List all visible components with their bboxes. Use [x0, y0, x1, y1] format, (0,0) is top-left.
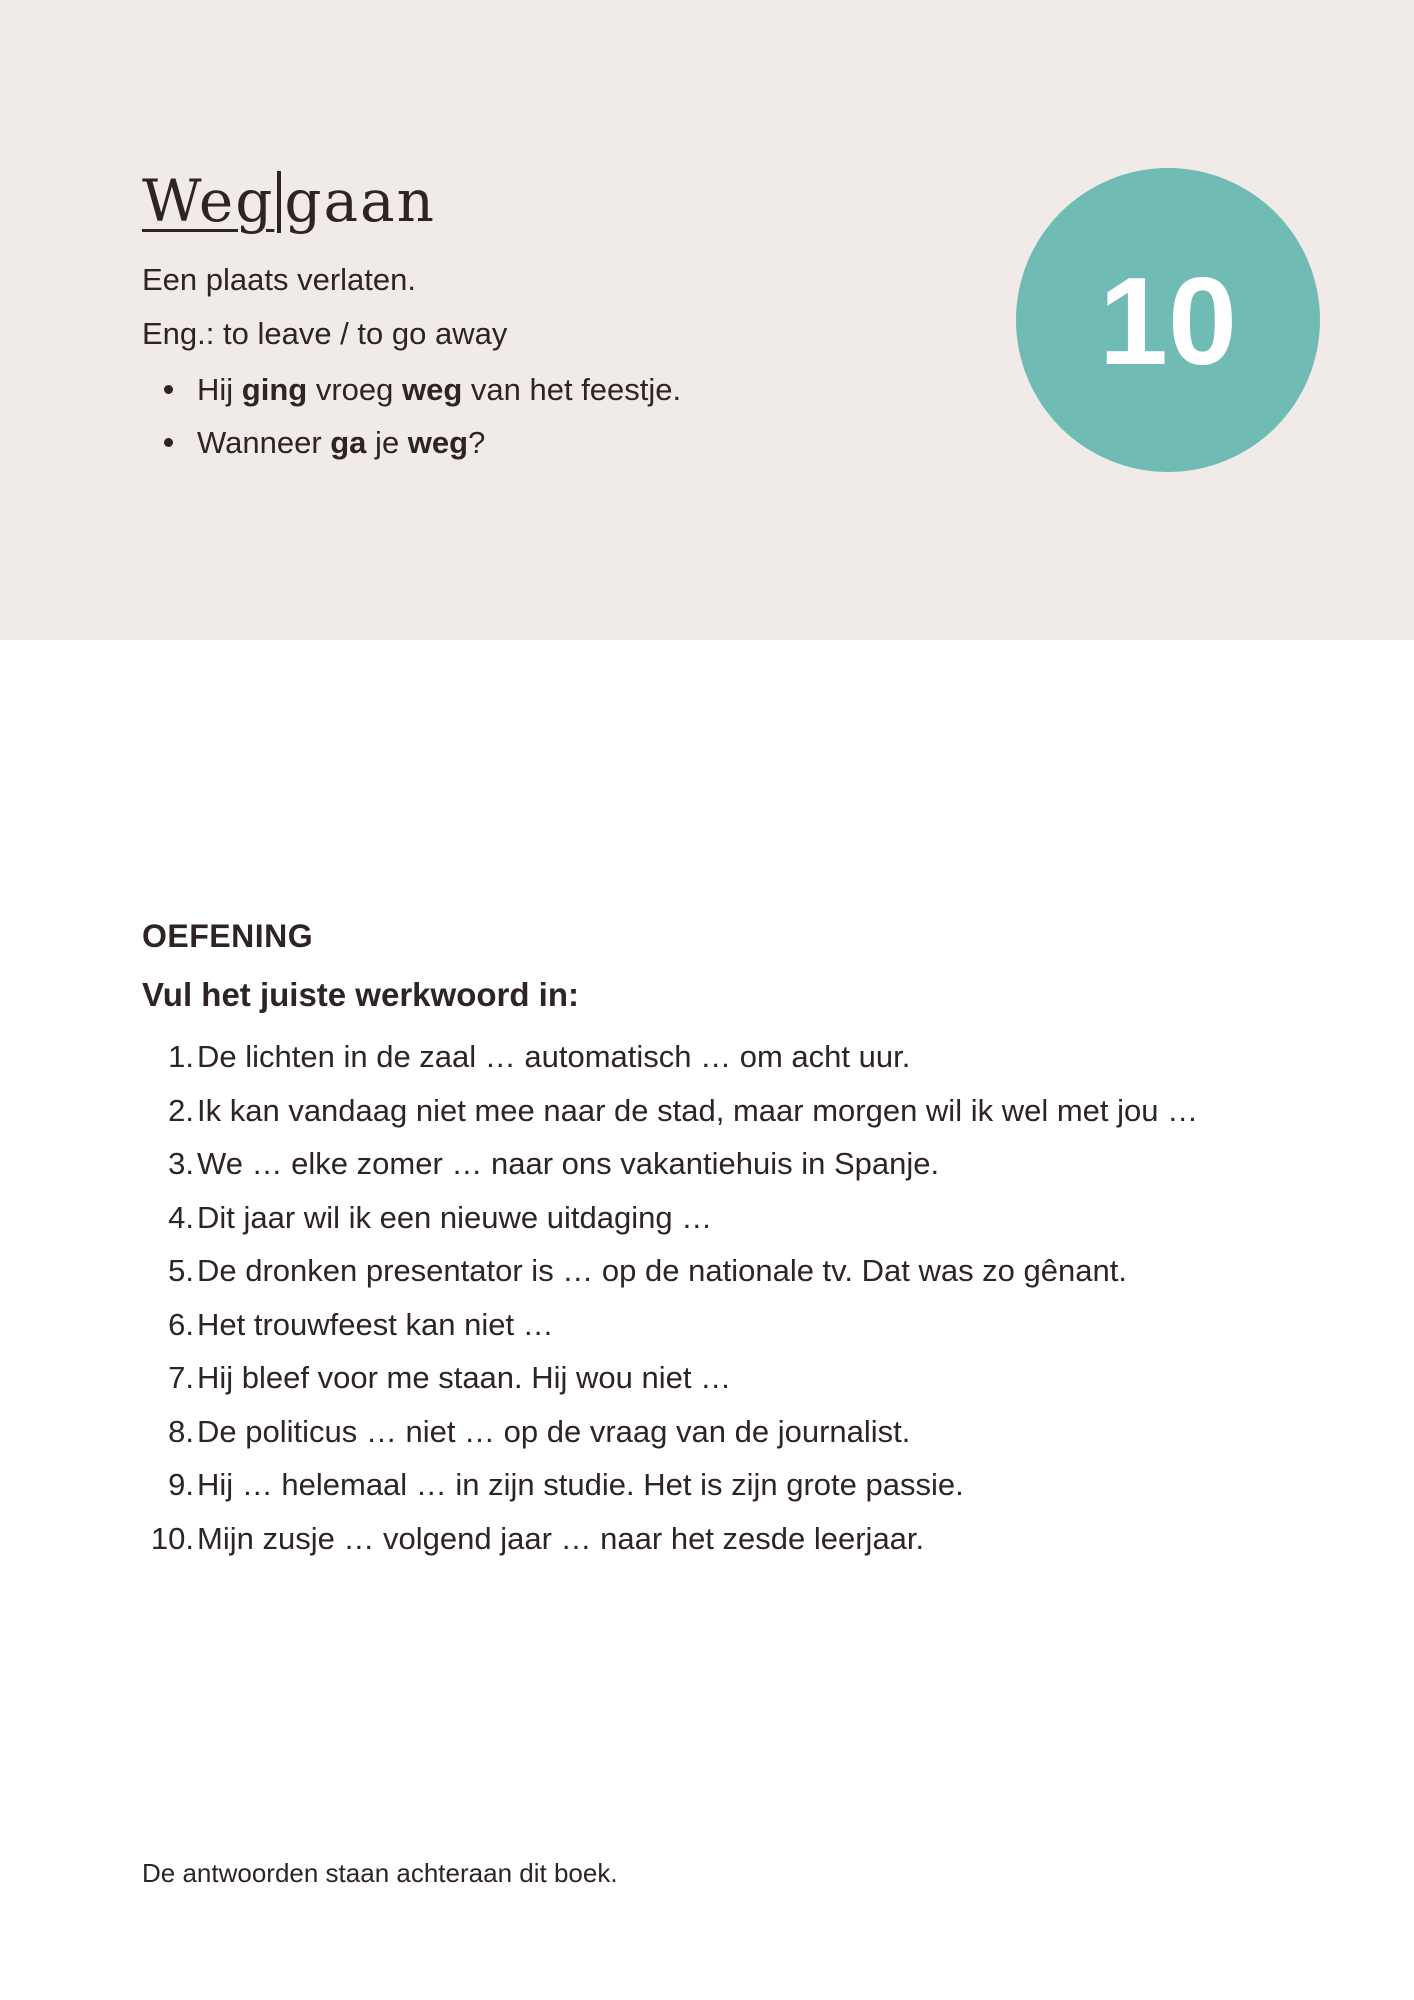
- exercise-item: [142, 1405, 1262, 1459]
- item-text: De lichten in de zaal … automatisch … om acht uur.: [197, 1039, 911, 1074]
- item-number: 9.: [168, 1467, 194, 1502]
- verb-title: [142, 167, 436, 235]
- item-text: De politicus … niet … op de vraag van de journalist.: [197, 1413, 911, 1449]
- highlighted-verb: ga: [330, 425, 367, 460]
- exercise-item: [142, 1351, 1262, 1405]
- item-text: Het trouwfeest kan niet …: [197, 1306, 554, 1342]
- exercise-item: [142, 1244, 1262, 1298]
- item-text: Dit jaar wil ik een nieuwe uitdaging …: [197, 1199, 713, 1235]
- example-list: [142, 368, 681, 474]
- item-text: We … elke zomer … naar ons vakantiehuis in Spanje.: [197, 1146, 940, 1181]
- item-number: 7.: [168, 1360, 194, 1395]
- exercise-list: [142, 1030, 1262, 1565]
- item-number: 2.: [168, 1092, 194, 1128]
- title-stem: gaan: [284, 167, 436, 235]
- item-text: Hij bleef voor me staan. Hij wou niet …: [197, 1360, 732, 1395]
- item-number: 6.: [168, 1306, 194, 1342]
- item-number: 10.: [150, 1520, 194, 1556]
- lesson-number: 10: [1099, 253, 1237, 391]
- item-number: 8.: [168, 1413, 194, 1449]
- example-item: Wanneer ga je weg?: [142, 421, 681, 474]
- exercise-item: [142, 1458, 1262, 1512]
- item-number: 3.: [168, 1146, 194, 1181]
- bullet-icon: [164, 385, 173, 394]
- highlighted-particle: weg: [407, 425, 469, 460]
- item-text: Hij … helemaal … in zijn studie. Het is zijn grote passie.: [197, 1467, 964, 1502]
- definition-text: Een plaats verlaten.: [142, 262, 417, 297]
- bullet-icon: [164, 438, 173, 447]
- highlighted-particle: weg: [401, 372, 463, 407]
- exercise-item: [142, 1084, 1262, 1138]
- item-text: De dronken presentator is … op de nationale tv. Dat was zo gênant.: [197, 1253, 1127, 1288]
- answers-note: De antwoorden staan achteraan dit boek.: [142, 1858, 618, 1888]
- title-prefix: Weg: [142, 167, 275, 235]
- highlighted-verb: ging: [241, 372, 308, 407]
- exercise-item: [142, 1137, 1262, 1191]
- item-number: 4.: [168, 1199, 194, 1235]
- item-number: 5.: [168, 1253, 194, 1288]
- item-text: Mijn zusje … volgend jaar … naar het zesde leerjaar.: [197, 1520, 925, 1556]
- item-text: Ik kan vandaag niet mee naar de stad, maar morgen wil ik wel met jou …: [197, 1092, 1199, 1128]
- header-panel: [0, 0, 1414, 640]
- exercise-item: [142, 1512, 1262, 1566]
- english-translation: Eng.: to leave / to go away: [142, 316, 508, 351]
- exercise-item: [142, 1298, 1262, 1352]
- exercise-item: [142, 1191, 1262, 1245]
- exercise-instruction: Vul het juiste werkwoord in:: [142, 976, 579, 1013]
- exercise-heading: OEFENING: [142, 918, 314, 954]
- example-item: Hij ging vroeg weg van het feestje.: [142, 368, 681, 421]
- item-number: 1.: [168, 1039, 194, 1074]
- exercise-item: [142, 1030, 1262, 1084]
- separable-verb-divider: [277, 171, 281, 233]
- lesson-number-badge: [1016, 168, 1320, 472]
